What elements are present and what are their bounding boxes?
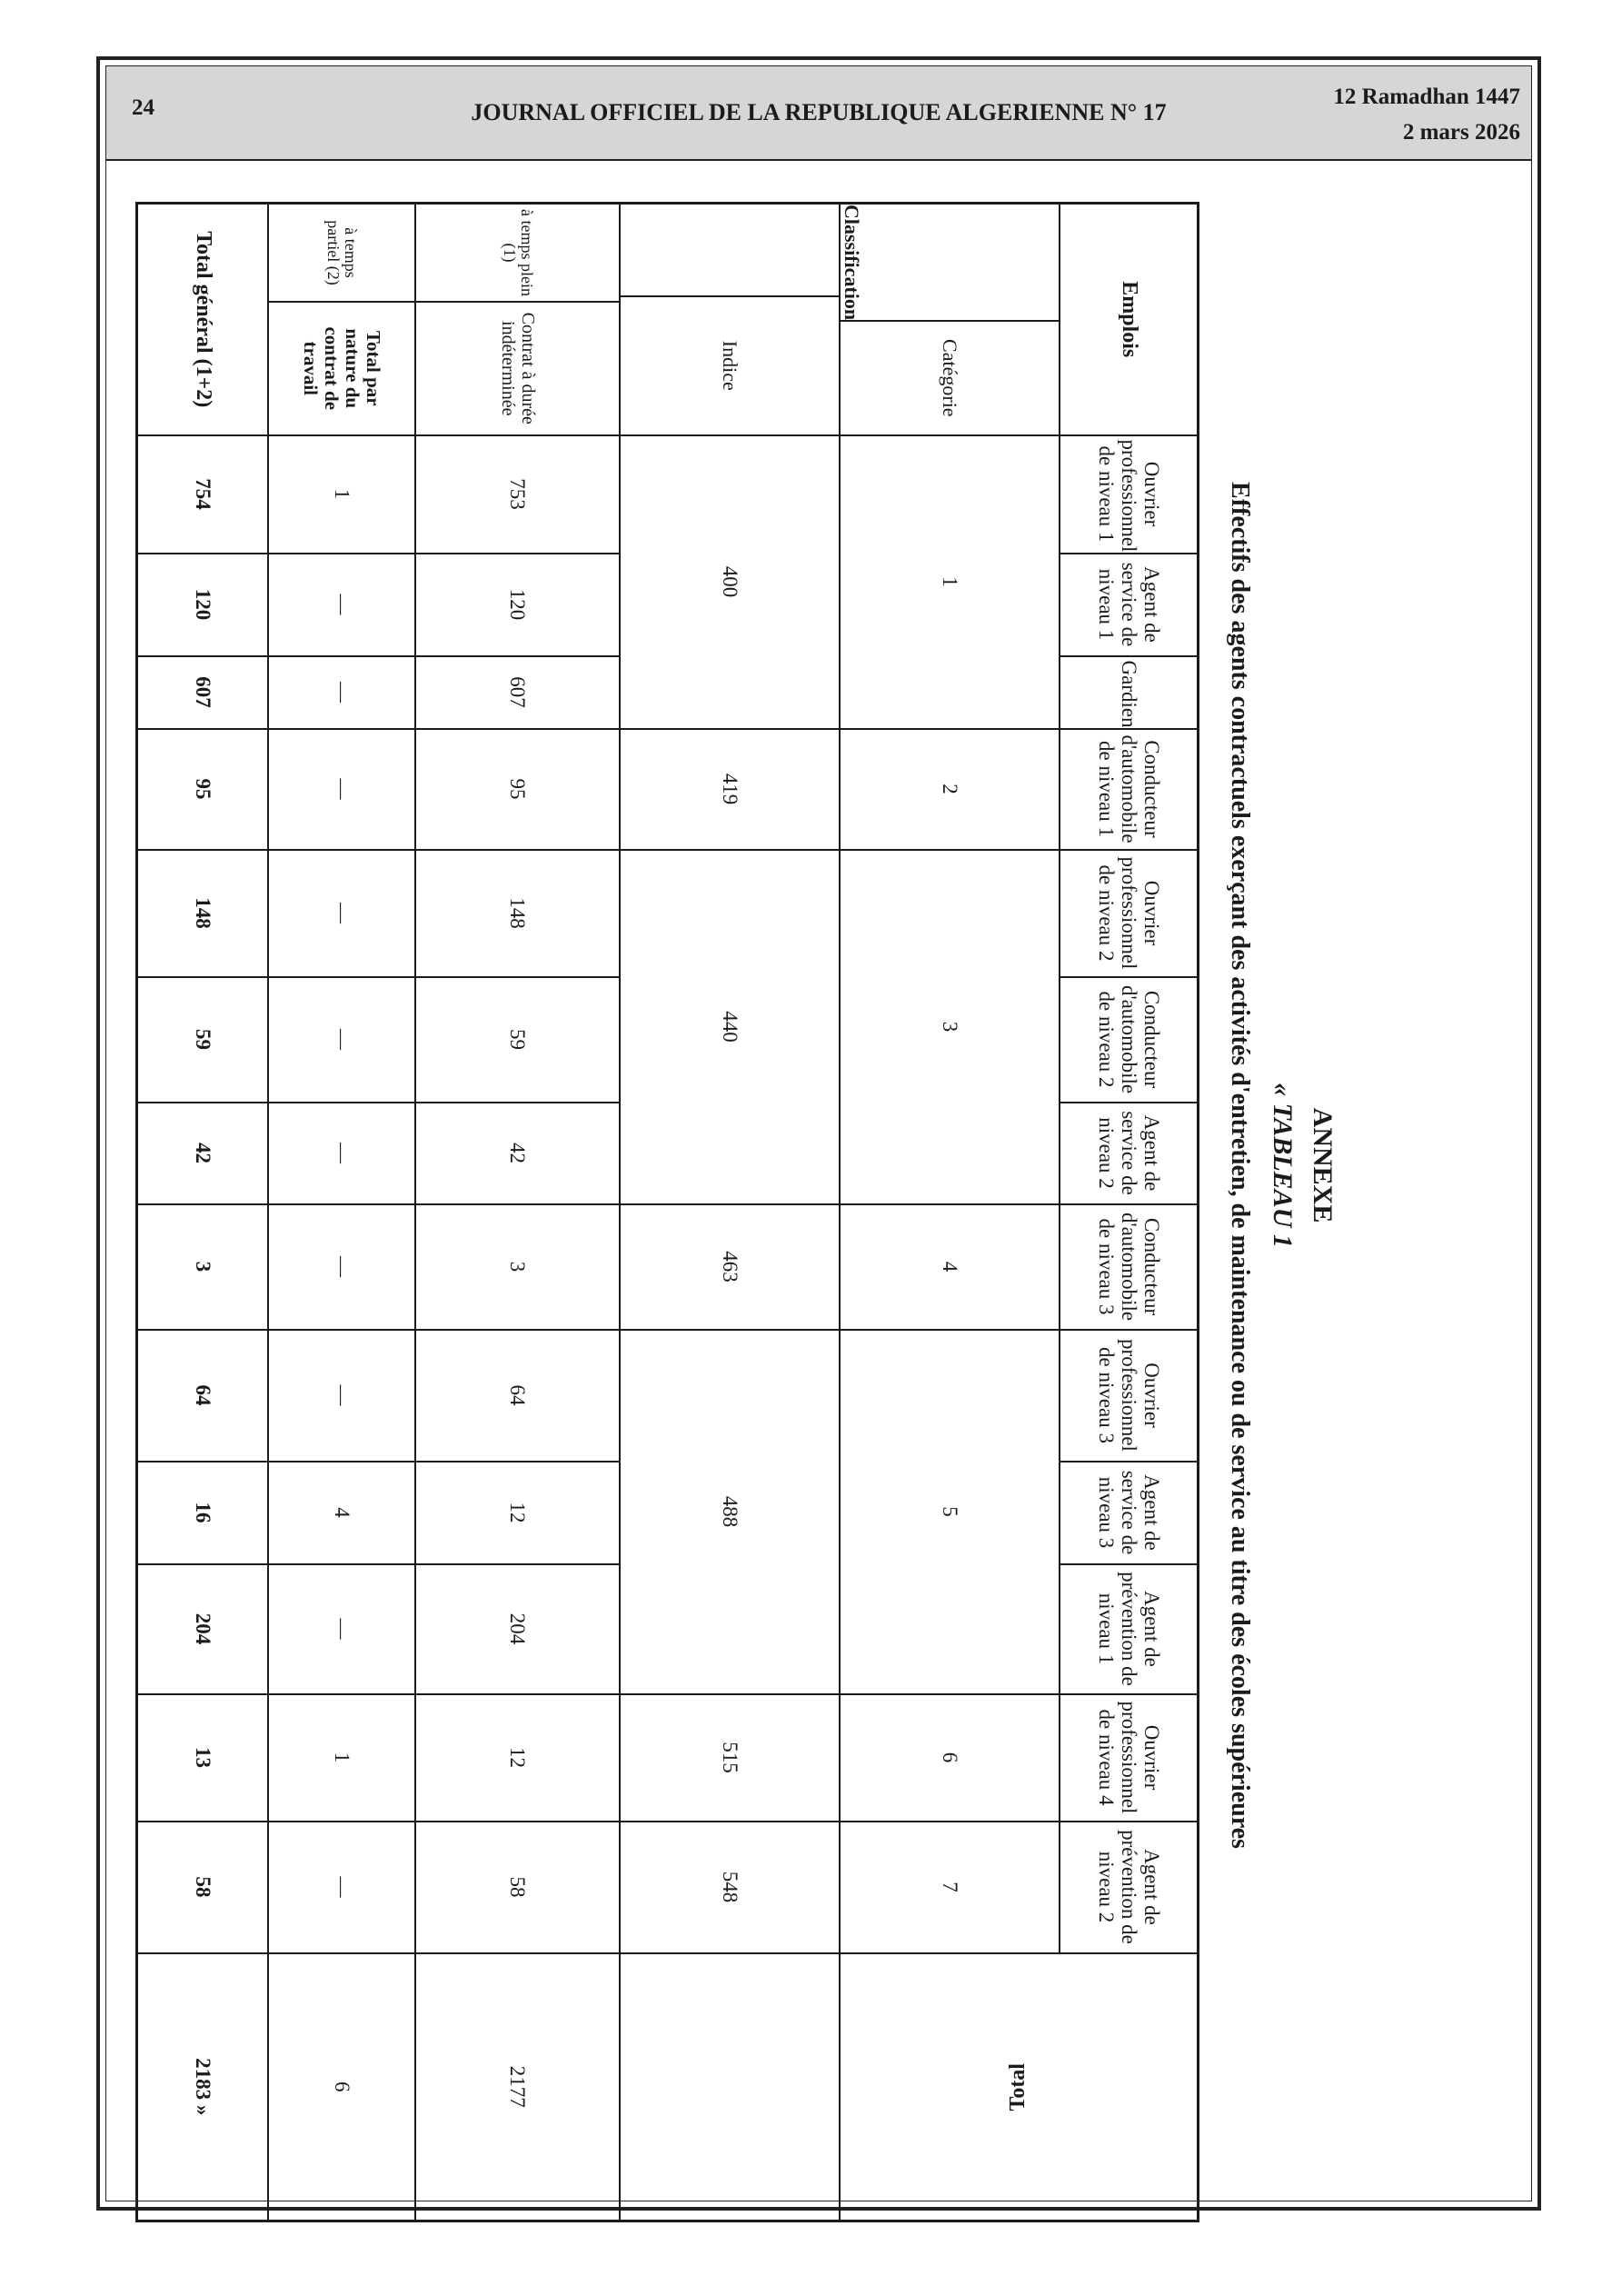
temps-plein-cell: 204 [416,1564,621,1694]
classification-header: Classification [841,205,1060,322]
temps-plein-cell: 95 [416,729,621,850]
temps-partiel-cell: — [269,729,416,850]
page-number: 24 [132,95,154,120]
temps-partiel-cell: — [269,1204,416,1330]
indice-header-label: Indice [719,340,741,391]
effectifs-table [135,202,1199,2222]
temps-partiel-cell: — [269,656,416,729]
categorie-header [841,204,1060,435]
total-general-header: Total général (1+2) [137,204,269,435]
temps-partiel-cell: 1 [269,435,416,554]
emploi-cell: Conducteur d'automobile de niveau 1 [1060,729,1199,850]
total-label: Total [1006,2062,1030,2111]
grand-total: 2183 » [137,1953,269,2221]
total-temps-partiel: 6 [269,1953,416,2221]
indice-cell: 400 [621,435,841,729]
row-temps-partiel [269,204,416,2221]
indice-split [622,205,840,434]
total-general-cell: 59 [137,977,269,1103]
temps-plein-cell: 64 [416,1330,621,1462]
row-emplois [1060,204,1199,2221]
total-general-cell: 3 [137,1204,269,1330]
temps-partiel-cell: — [269,1330,416,1462]
temps-plein-cell: 120 [416,554,621,656]
classification-split [841,205,1060,434]
temps-partiel-cell: — [269,1103,416,1204]
table-caption: Effectifs des agents contractuels exerçant des activités d'entretien, de maintenance ou de service au titre des écoles supérieures [1226,482,1254,1849]
journal-header [106,66,1531,161]
total-general-cell: 95 [137,729,269,850]
temps-partiel-header: à temps partiel (2) [270,205,415,303]
issue-date [1333,79,1520,150]
temps-partiel-cell: 1 [269,1694,416,1822]
temps-partiel-header-cell [269,204,416,435]
categorie-cell: 6 [841,1694,1060,1822]
temps-partiel-cell: — [269,977,416,1103]
total-general-cell: 58 [137,1822,269,1953]
row-categorie [841,204,1060,2221]
temps-partiel-cell: — [269,1564,416,1694]
temps-partiel-cell: — [269,1822,416,1953]
total-general-cell: 607 [137,656,269,729]
indice-header [621,204,841,435]
emploi-cell: Agent de service de niveau 1 [1060,554,1199,656]
emploi-cell: Gardien [1060,656,1199,729]
total-general-cell: 64 [137,1330,269,1462]
categorie-cell: 1 [841,435,1060,729]
emploi-cell: Agent de prévention de niveau 1 [1060,1564,1199,1694]
total-par-nature-header: Total par nature du contrat de travail [300,326,385,411]
total-general-cell: 204 [137,1564,269,1694]
temps-plein-cell: 607 [416,656,621,729]
emplois-header: Emplois [1060,204,1199,435]
annexe-heading: ANNEXE [1308,1107,1338,1223]
tableau-title: « TABLEAU 1 [1268,1083,1298,1248]
temps-plein-header-split [417,205,620,434]
contrat-cdi-header: Contrat à durée indéterminée [498,312,538,424]
indice-cell: 515 [621,1694,841,1822]
emploi-cell: Conducteur d'automobile de niveau 2 [1060,977,1199,1103]
temps-partiel-header-split [270,205,415,434]
temps-plein-header: à temps plein (1) [417,205,620,303]
temps-partiel-cell: — [269,554,416,656]
temps-plein-cell: 59 [416,977,621,1103]
total-general-cell: 13 [137,1694,269,1822]
temps-plein-cell: 3 [416,1204,621,1330]
categorie-cell: 2 [841,729,1060,850]
rotated-annexe [145,202,1345,2129]
categorie-cell: 3 [841,850,1060,1204]
temps-partiel-cell: 4 [269,1462,416,1564]
row-total-general [137,204,269,2221]
classification-spacer [622,205,840,297]
total-general-cell: 754 [137,435,269,554]
categorie-header-label: Catégorie [939,339,961,417]
categorie-cell: 5 [841,1330,1060,1694]
emploi-cell: Ouvrier professionnel de niveau 4 [1060,1694,1199,1822]
temps-plein-cell: 12 [416,1462,621,1564]
date-hijri: 12 Ramadhan 1447 [1333,85,1520,109]
emploi-cell: Agent de prévention de niveau 2 [1060,1822,1199,1953]
categorie-cell: 4 [841,1204,1060,1330]
indice-cell: 463 [621,1204,841,1330]
temps-plein-cell: 12 [416,1694,621,1822]
temps-partiel-cell: — [269,850,416,977]
total-temps-plein: 2177 [416,1953,621,2221]
temps-plein-cell: 42 [416,1103,621,1204]
indice-cell: 548 [621,1822,841,1953]
emploi-cell: Conducteur d'automobile de niveau 3 [1060,1204,1199,1330]
emploi-cell: Ouvrier professionnel de niveau 3 [1060,1330,1199,1462]
temps-plein-header-cell [416,204,621,435]
indice-cell: 440 [621,850,841,1204]
categorie-cell: 7 [841,1822,1060,1953]
total-label-cell [841,1953,1199,2221]
emploi-cell: Ouvrier professionnel de niveau 1 [1060,435,1199,554]
date-gregorian: 2 mars 2026 [1402,120,1520,145]
row-temps-plein [416,204,621,2221]
temps-plein-cell: 58 [416,1822,621,1953]
emploi-cell: Agent de service de niveau 2 [1060,1103,1199,1204]
total-general-cell: 42 [137,1103,269,1204]
temps-plein-cell: 148 [416,850,621,977]
total-general-cell: 16 [137,1462,269,1564]
indice-cell: 419 [621,729,841,850]
temps-plein-cell: 753 [416,435,621,554]
total-general-cell: 148 [137,850,269,977]
emploi-cell: Ouvrier professionnel de niveau 2 [1060,850,1199,977]
indice-cell: 488 [621,1330,841,1694]
total-general-cell: 120 [137,554,269,656]
journal-title: JOURNAL OFFICIEL DE LA REPUBLIQUE ALGERIENNE N° 17 [471,99,1167,125]
row-indice [621,204,841,2221]
emploi-cell: Agent de service de niveau 3 [1060,1462,1199,1564]
